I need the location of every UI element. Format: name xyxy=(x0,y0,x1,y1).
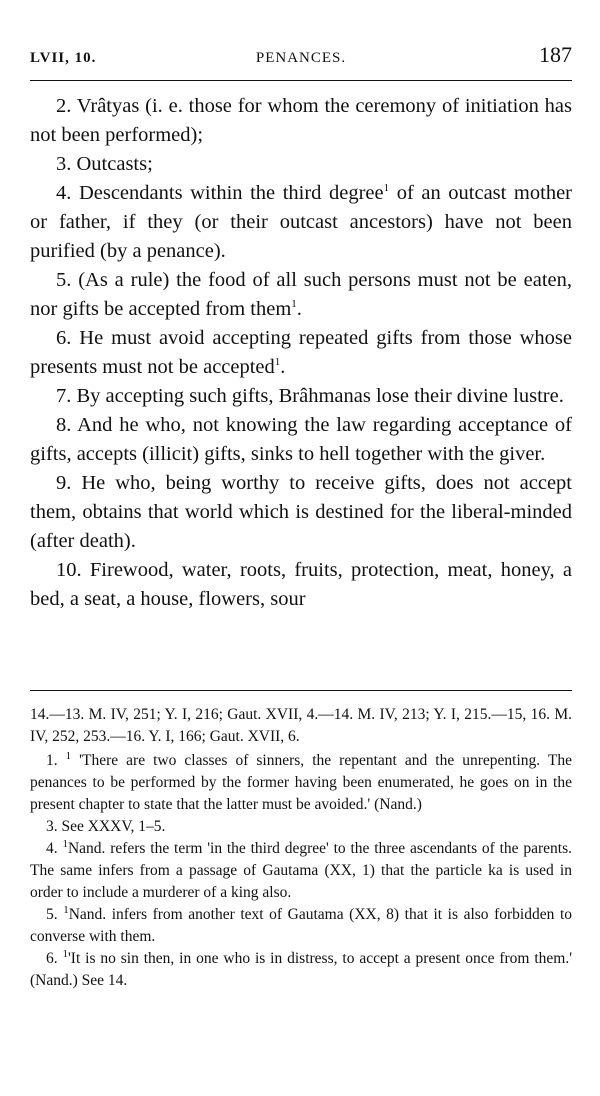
verse-5-text-a: 5. (As a rule) the food of all such persons must not be eaten, nor gifts be accepted from them xyxy=(30,269,572,320)
verse-2: 2. Vrâtyas (i. e. those for whom the ceremony of initiation has not been performed); xyxy=(30,95,572,146)
verse-5-text-b: . xyxy=(296,298,302,320)
chapter-reference: LVII, 10. xyxy=(30,50,97,66)
verse-6-text-b: . xyxy=(280,356,286,378)
footnote-6 xyxy=(30,948,572,992)
main-text xyxy=(30,92,572,614)
footnote-marker: 1 xyxy=(63,903,69,916)
footnote-text: Nand. refers the term 'in the third degree' to the three ascendants of the parents. The same infers from a passage of Gautama (XX, 1) that the particle ka is used in order to include a murderer of a king also. xyxy=(30,840,573,901)
footnote-number: 1. xyxy=(46,752,66,769)
verse-7: 7. By accepting such gifts, Brâhmanas lose their divine lustre. xyxy=(56,385,564,407)
page-number: 187 xyxy=(539,42,572,67)
verse-10: 10. Firewood, water, roots, fruits, protection, meat, honey, a bed, a seat, a house, flowers, sour xyxy=(30,559,572,610)
footnote-3: 3. See XXXV, 1–5. xyxy=(46,818,166,835)
footnote-marker: 1 xyxy=(291,298,297,311)
footnote-marker: 1 xyxy=(62,837,68,850)
running-head xyxy=(30,42,572,72)
verse-3: 3. Outcasts; xyxy=(56,153,153,175)
verse-5 xyxy=(30,266,572,324)
footnote-marker: 1 xyxy=(65,749,72,762)
footnote-marker: 1 xyxy=(383,182,390,195)
verse-4 xyxy=(30,179,572,266)
footnote-rule xyxy=(30,690,572,691)
footnote-5 xyxy=(30,904,572,948)
footnote-1 xyxy=(30,750,572,816)
footnote-text: 'It is no sin then, in one who is in distress, to accept a present once from them.' (Nand.) See 14. xyxy=(30,950,573,989)
verse-4-text-a: 4. Descendants within the third degree xyxy=(56,182,384,204)
footnote-number: 6. xyxy=(46,950,63,967)
footnote-text: Nand. infers from another text of Gautama (XX, 8) that it is also forbidden to converse with them. xyxy=(30,906,572,945)
footnote-4 xyxy=(30,838,572,904)
footnote-marker: 1 xyxy=(274,356,281,369)
footnotes xyxy=(30,704,572,992)
footnote-number: 4. xyxy=(46,840,63,857)
verse-9: 9. He who, being worthy to receive gifts, does not accept them, obtains that world which is destined for the liberal-minded (after death). xyxy=(30,472,572,552)
verse-8: 8. And he who, not knowing the law regarding acceptance of gifts, accepts (illicit) gifts, sinks to hell together with the giver. xyxy=(30,414,572,465)
verse-4-text-b: of an outcast mother or father, if they (or their outcast ancestors) have not been purified (by a penance). xyxy=(30,182,572,262)
footnote-marker: 1 xyxy=(62,947,69,960)
verse-6 xyxy=(30,324,572,382)
verse-6-text-a: 6. He must avoid accepting repeated gifts from those whose presents must not be accepted xyxy=(30,327,572,378)
header-rule xyxy=(30,80,572,81)
footnote-number: 5. xyxy=(46,906,64,923)
parallel-references: 14.—13. M. IV, 251; Y. I, 216; Gaut. XVII, 4.—14. M. IV, 213; Y. I, 215.—15, 16. M. IV, 252, 253.—16. Y. I, 166; Gaut. XVII, 6. xyxy=(30,706,572,745)
running-title: PENANCES. xyxy=(255,50,347,66)
footnote-text: 'There are two classes of sinners, the repentant and the unrepenting. The penances to be performed by the former having been enumerated, he goes on in the present chapter to state that the latter must be avoided.' (Nand.) xyxy=(30,752,573,813)
